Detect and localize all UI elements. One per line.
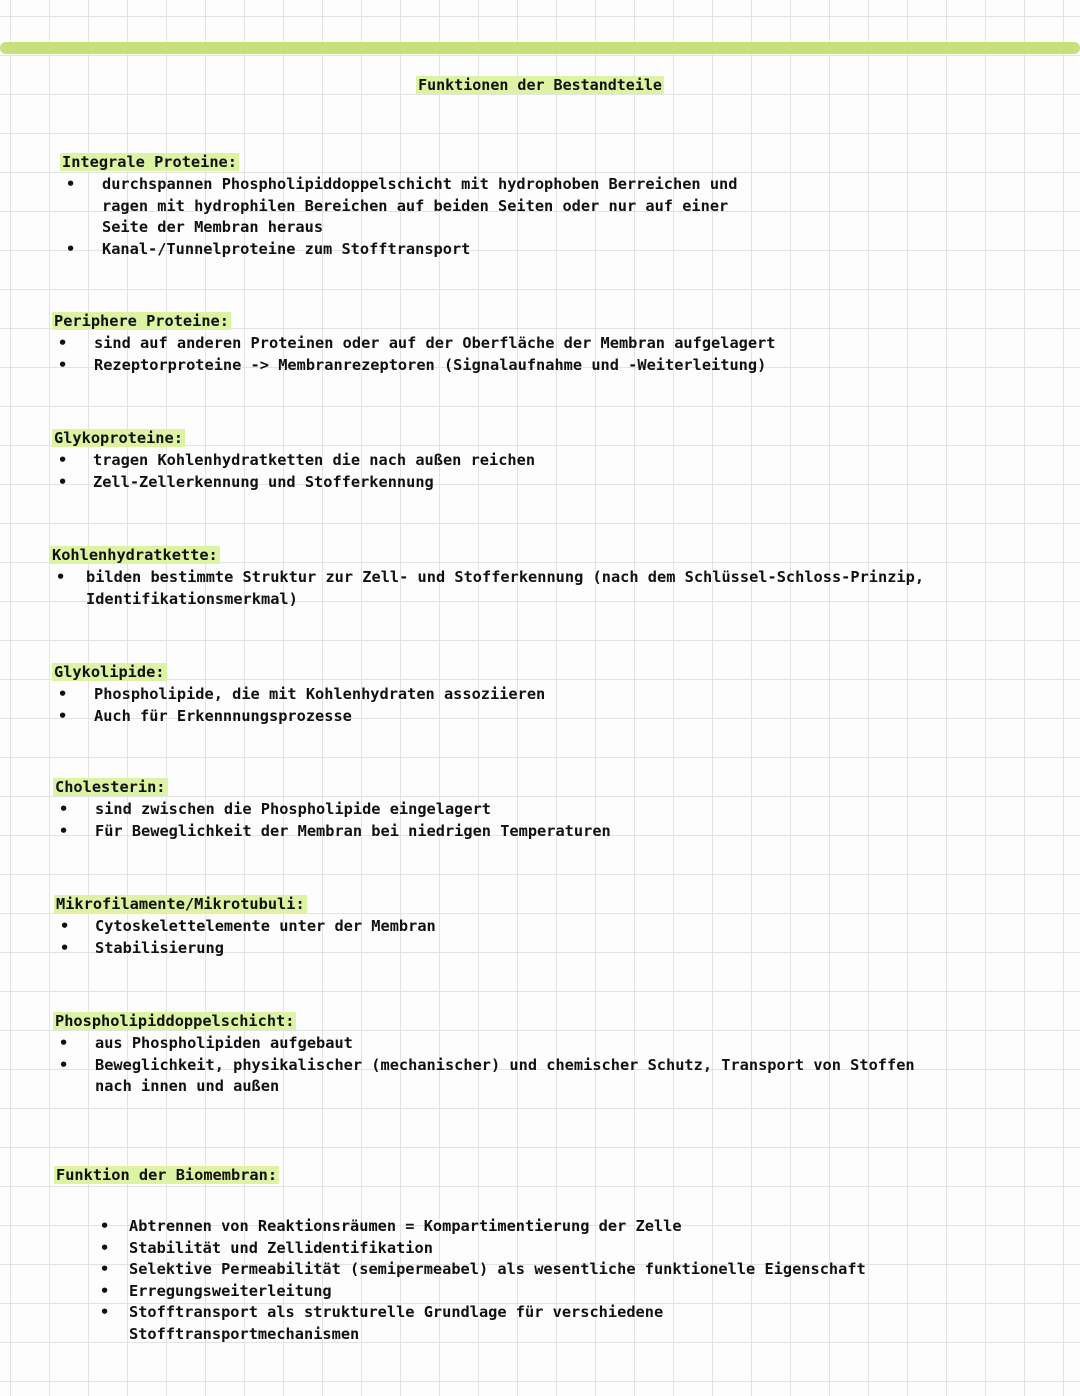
bullet-icon: • xyxy=(66,239,76,258)
list-item-text: bilden bestimmte Struktur zur Zell- und Stofferkennung (nach dem Schlüssel-Schloss-Prinzip, Identifikationsmerkmal) xyxy=(86,568,925,608)
list-item xyxy=(52,450,535,472)
list-item xyxy=(50,567,924,610)
bullet-icon: • xyxy=(60,938,70,957)
list-item-text: Erregungsweiterleitung xyxy=(129,1281,332,1300)
section xyxy=(52,662,545,727)
section-heading: Phospholipiddoppelschicht: xyxy=(55,1012,295,1030)
list-item xyxy=(60,174,737,239)
list-item xyxy=(54,1302,866,1345)
bullet-list xyxy=(52,684,545,727)
bullet-icon: • xyxy=(58,706,68,725)
bullet-icon: • xyxy=(56,568,66,586)
list-item-text: Kanal-/Tunnelproteine zum Stofftransport xyxy=(102,239,471,258)
bullet-list xyxy=(52,333,776,376)
list-item-text: Phospholipide, die mit Kohlenhydraten assoziieren xyxy=(94,685,546,703)
section-heading: Integrale Proteine: xyxy=(62,153,237,171)
section xyxy=(52,428,535,493)
list-item-text: Rezeptorproteine -> Membranrezeptoren (Signalaufnahme und -Weiterleitung) xyxy=(94,355,767,374)
bullet-icon: • xyxy=(59,800,69,818)
list-item xyxy=(54,938,436,960)
list-item xyxy=(54,916,436,938)
list-item-text: Stabilität und Zellidentifikation xyxy=(129,1238,433,1257)
bullet-icon: • xyxy=(58,472,68,491)
bullet-list xyxy=(54,1216,866,1346)
list-item xyxy=(52,355,776,377)
list-item-text: Stofftransport als strukturelle Grundlage für verschiedene Stofftransportmechanismen xyxy=(129,1303,664,1343)
list-item-text: Beweglichkeit, physikalischer (mechanischer) und chemischer Schutz, Transport von Stoffen nach innen und außen xyxy=(95,1055,915,1096)
list-item xyxy=(53,1033,915,1055)
list-item xyxy=(60,239,737,261)
bullet-icon: • xyxy=(100,1238,110,1257)
bullet-list xyxy=(53,1033,915,1098)
list-item xyxy=(52,706,545,728)
page-title xyxy=(0,76,1080,94)
page-title-text: Funktionen der Bestandteile xyxy=(418,76,662,94)
list-item-text: durchspannen Phospholipiddoppelschicht mit hydrophoben Berreichen und ragen mit hydrophilen Bereichen auf beiden Seiten oder nur auf einer Seite der Membran heraus xyxy=(102,175,738,237)
bullet-icon: • xyxy=(58,355,68,374)
bullet-list xyxy=(50,567,924,610)
bullet-icon: • xyxy=(58,334,68,352)
section-heading: Funktion der Biomembran: xyxy=(56,1166,278,1184)
list-item-text: aus Phospholipiden aufgebaut xyxy=(95,1034,353,1052)
bullet-list xyxy=(52,450,535,493)
bullet-icon: • xyxy=(100,1303,110,1322)
section xyxy=(53,777,611,842)
section-heading: Glykoproteine: xyxy=(54,429,183,447)
list-item-text: sind zwischen die Phospholipide eingelagert xyxy=(95,800,492,818)
bullet-list xyxy=(53,799,611,842)
section xyxy=(54,894,436,959)
list-item-text: tragen Kohlenhydratketten die nach außen reichen xyxy=(93,451,536,469)
bullet-icon: • xyxy=(100,1217,110,1235)
list-item-text: sind auf anderen Proteinen oder auf der Oberfläche der Membran aufgelagert xyxy=(94,334,776,352)
list-item xyxy=(54,1259,866,1281)
section xyxy=(50,545,924,610)
list-item xyxy=(53,799,611,821)
bullet-icon: • xyxy=(58,685,68,703)
bullet-list xyxy=(54,916,436,959)
section-heading: Kohlenhydratkette: xyxy=(52,546,218,564)
bullet-list xyxy=(60,174,737,260)
bullet-icon: • xyxy=(58,451,68,469)
list-item-text: Abtrennen von Reaktionsräumen = Kompartimentierung der Zelle xyxy=(129,1217,682,1235)
section-heading: Cholesterin: xyxy=(55,778,166,796)
section xyxy=(60,152,737,260)
section xyxy=(53,1011,915,1098)
list-item-text: Auch für Erkennnungsprozesse xyxy=(94,706,352,725)
list-item xyxy=(52,333,776,355)
section-heading: Mikrofilamente/Mikrotubuli: xyxy=(56,895,305,913)
list-item xyxy=(52,472,535,494)
list-item xyxy=(53,821,611,843)
list-item-text: Für Beweglichkeit der Membran bei niedrigen Temperaturen xyxy=(95,821,611,840)
list-item xyxy=(54,1238,866,1260)
bullet-icon: • xyxy=(59,1034,69,1052)
list-item-text: Stabilisierung xyxy=(95,938,224,957)
bullet-icon: • xyxy=(59,821,69,840)
list-item-text: Cytoskelettelemente unter der Membran xyxy=(95,917,436,935)
list-item-text: Zell-Zellerkennung und Stofferkennung xyxy=(93,472,434,491)
list-item xyxy=(54,1216,866,1238)
bullet-icon: • xyxy=(60,917,70,935)
list-item xyxy=(52,684,545,706)
bullet-icon: • xyxy=(66,175,76,193)
bullet-icon: • xyxy=(100,1260,110,1279)
section xyxy=(52,311,776,376)
header-highlight-band xyxy=(0,42,1080,54)
section-heading: Periphere Proteine: xyxy=(54,312,229,330)
list-item xyxy=(53,1055,915,1098)
bullet-icon: • xyxy=(100,1281,110,1300)
list-item xyxy=(54,1281,866,1303)
section-heading: Glykolipide: xyxy=(54,663,165,681)
list-item-text: Selektive Permeabilität (semipermeabel) als wesentliche funktionelle Eigenschaft xyxy=(129,1260,866,1279)
section xyxy=(54,1165,866,1346)
bullet-icon: • xyxy=(59,1055,69,1074)
